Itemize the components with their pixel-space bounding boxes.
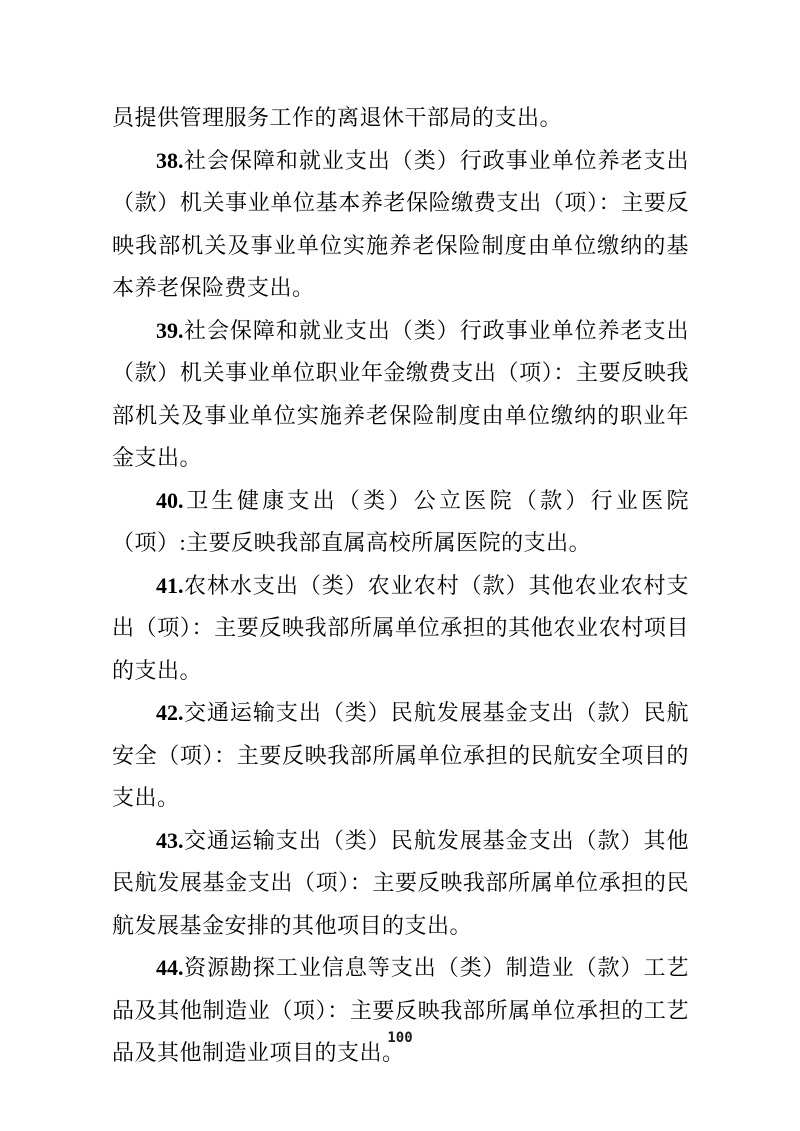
paragraph-number: 38. — [156, 147, 184, 173]
paragraph-text: 社会保障和就业支出（类）行政事业单位养老支出（款）机关事业单位基本养老保险缴费支出（项）：主要反映我部机关及事业单位实施养老保险制度由单位缴纳的基本养老保险费支出。 — [112, 147, 689, 300]
paragraph-text: 员提供管理服务工作的离退休干部局的支出。 — [112, 105, 563, 130]
paragraph-number: 40. — [156, 487, 184, 513]
paragraph — [112, 140, 689, 310]
page-number: 100 — [387, 1030, 413, 1046]
paragraph-number: 44. — [156, 955, 184, 980]
document-body — [112, 97, 689, 1075]
paragraph-text: 社会保障和就业支出（类）行政事业单位养老支出（款）机关事业单位职业年金缴费支出（项）：主要反映我部机关及事业单位实施养老保险制度由单位缴纳的职业年金支出。 — [112, 317, 689, 470]
paragraph — [112, 692, 689, 820]
paragraph — [112, 97, 689, 140]
paragraph-number: 39. — [156, 317, 184, 343]
paragraph-text: 交通运输支出（类）民航发展基金支出（款）其他民航发展基金支出（项）：主要反映我部所属单位承担的民航发展基金安排的其他项目的支出。 — [112, 827, 689, 938]
paragraph-text: 卫生健康支出（类）公立医院（款）行业医院（项）:主要反映我部直属高校所属医院的支出。 — [112, 487, 689, 555]
paragraph-number: 41. — [156, 572, 184, 598]
paragraph — [112, 480, 689, 565]
paragraph — [112, 310, 689, 480]
paragraph-text: 资源勘探工业信息等支出（类）制造业（款）工艺品及其他制造业（项）：主要反映我部所属单位承担的工艺品及其他制造业项目的支出。 — [112, 955, 689, 1065]
paragraph — [112, 820, 689, 948]
paragraph-text: 交通运输支出（类）民航发展基金支出（款）民航安全（项）：主要反映我部所属单位承担的民航安全项目的支出。 — [112, 700, 689, 810]
paragraph — [112, 947, 689, 1075]
paragraph-number: 43. — [156, 827, 184, 853]
paragraph — [112, 565, 689, 693]
paragraph-number: 42. — [156, 700, 184, 725]
paragraph-text: 农林水支出（类）农业农村（款）其他农业农村支出（项）：主要反映我部所属单位承担的其他农业农村项目的支出。 — [112, 572, 689, 683]
